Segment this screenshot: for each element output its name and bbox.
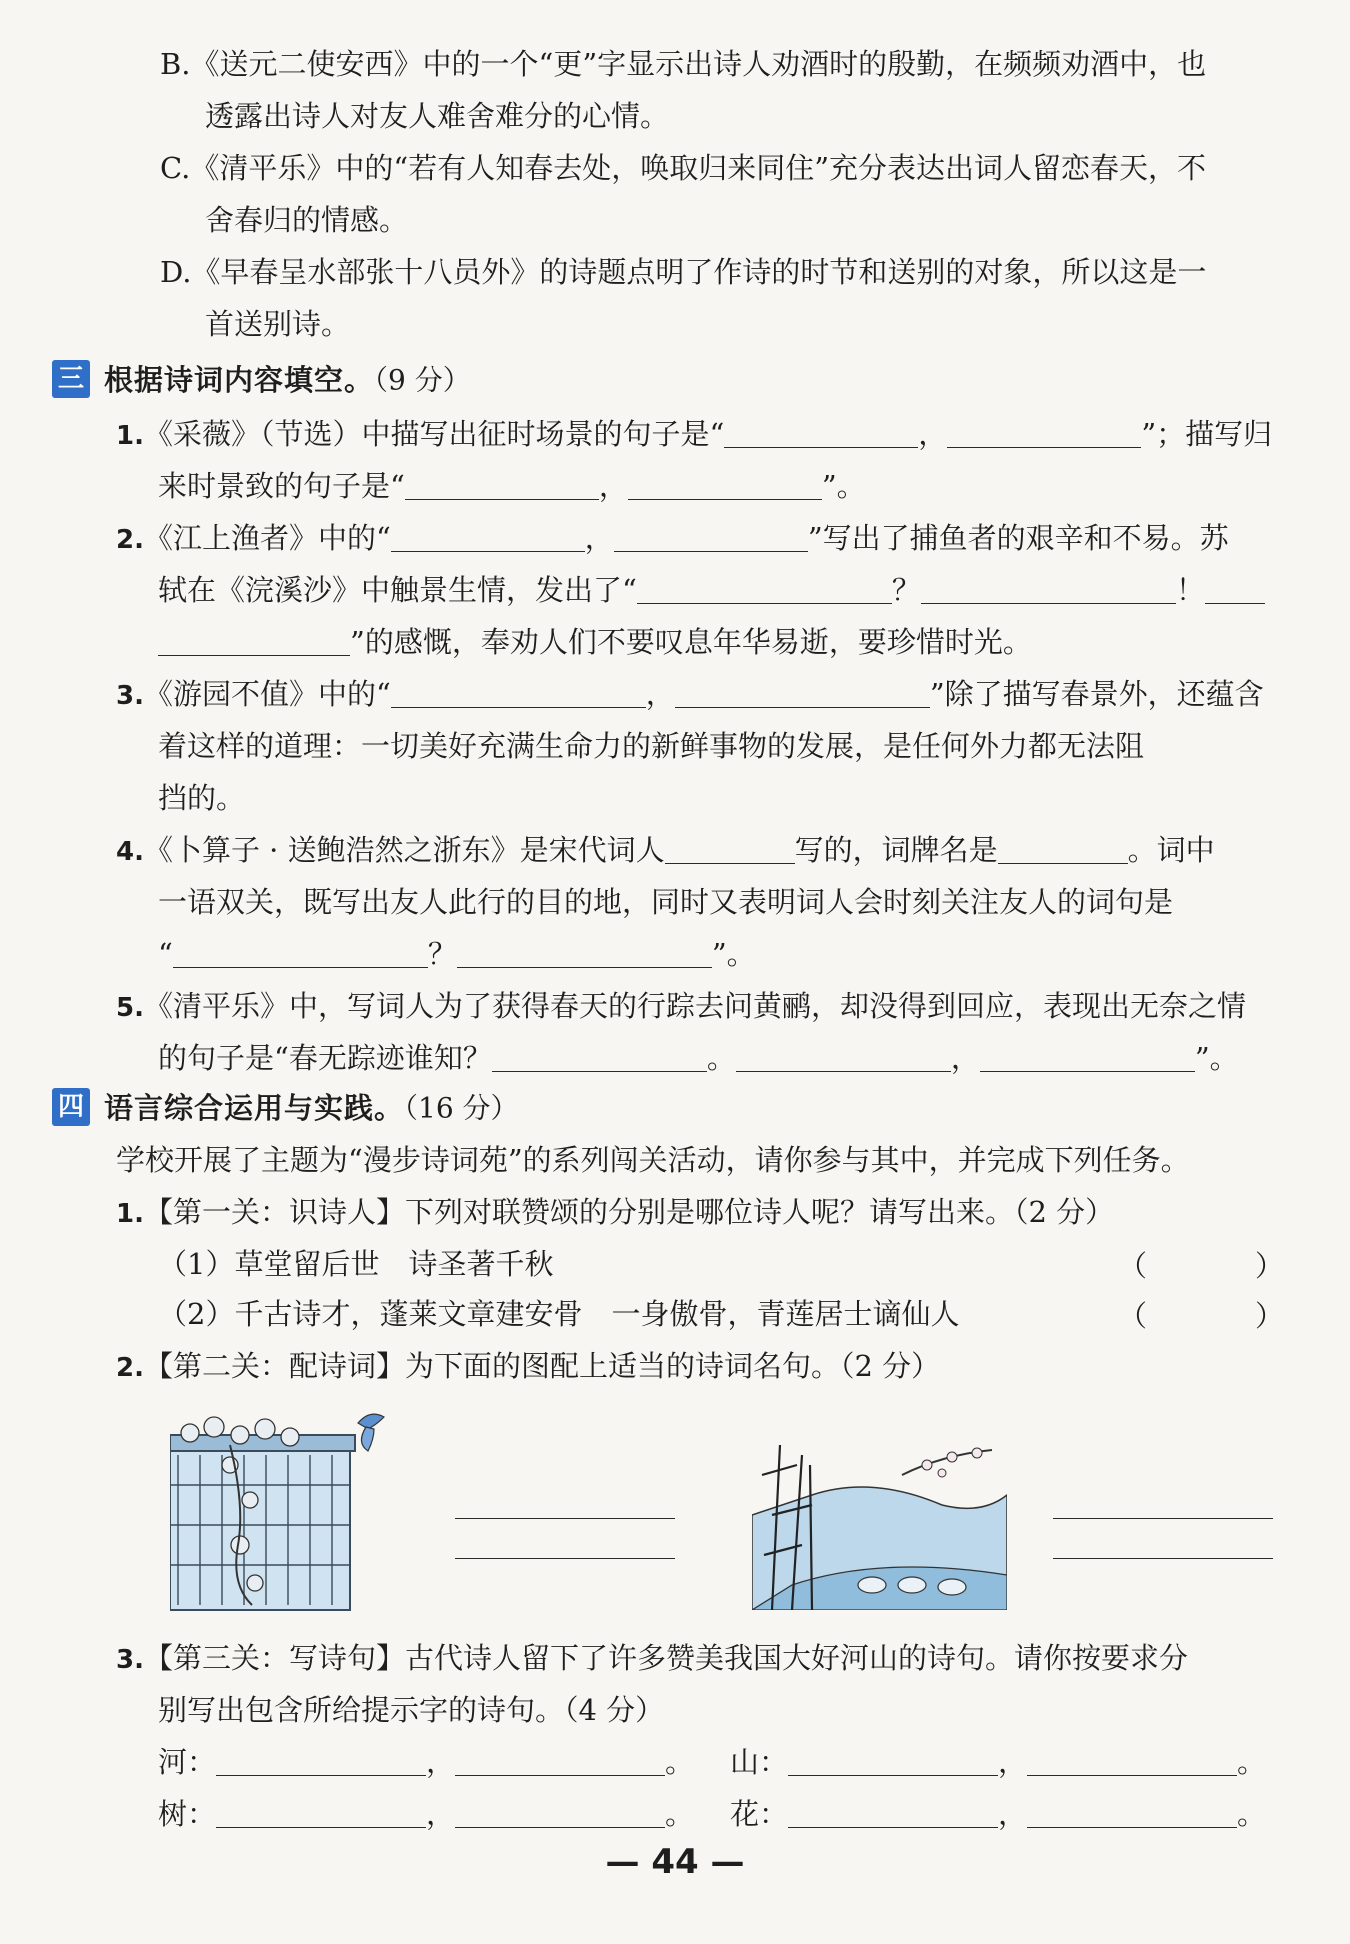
- comma: ，: [426, 1797, 456, 1831]
- answer-blank[interactable]: [788, 1797, 998, 1828]
- s3-q3-text-b: ”除了描写春景外，还蕴含: [929, 677, 1264, 711]
- s3-q1-comma: ，: [598, 469, 628, 503]
- s4-q1-item2-paren-close: ）: [1255, 1299, 1285, 1333]
- answer-blank[interactable]: [628, 469, 822, 500]
- s4-q1-text: 【第一关：识诗人】下列对联赞颂的分别是哪位诗人呢？请写出来。（2 分）: [143, 1195, 1115, 1229]
- s3-q4-line2: 一语双关，既写出友人此行的目的地，同时又表明词人会时刻关注友人的词句是: [158, 885, 1174, 919]
- s3-q2-exclamation: ！: [1175, 573, 1205, 607]
- answer-blank[interactable]: [216, 1797, 426, 1828]
- s3-q4-question-mark: ？: [427, 937, 457, 971]
- s3-q3-text-a: 《游园不值》中的“: [143, 677, 391, 711]
- s3-q5-end: ”。: [1194, 1041, 1239, 1075]
- s3-q2-text-c: 轼在《浣溪沙》中触景生情，发出了“: [158, 573, 637, 607]
- option-d-line2: 首送别诗。: [205, 307, 351, 341]
- s3-q3-line2: 着这样的道理：一切美好充满生命力的新鲜事物的发展，是任何外力都无法阻: [158, 729, 1145, 763]
- s4-q1-number: 1.: [116, 1199, 144, 1229]
- s4-q3-number: 3.: [116, 1645, 144, 1675]
- option-b-line2: 透露出诗人对友人难舍难分的心情。: [205, 99, 670, 133]
- s3-q2-line2: [158, 570, 1265, 610]
- s3-q1-number: 1.: [116, 421, 144, 451]
- s3-q4-line3: [158, 934, 756, 974]
- s3-q4-line1: [116, 830, 1215, 872]
- answer-blank[interactable]: [216, 1745, 426, 1776]
- period: 。: [665, 1797, 695, 1831]
- s3-q2-text-b: ”写出了捕鱼者的艰辛和不易。苏: [807, 521, 1229, 555]
- s3-q1-comma: ，: [918, 417, 948, 451]
- s3-q5-text-a: 《清平乐》中，写词人为了获得春天的行踪去问黄鹂，却没得到回应，表现出无奈之情: [143, 989, 1246, 1023]
- section-3-badge: 三: [52, 360, 90, 398]
- s3-q5-text-b: 的句子是“春无踪迹谁知？: [158, 1041, 492, 1075]
- answer-blank[interactable]: [1027, 1797, 1237, 1828]
- answer-blank[interactable]: [1205, 573, 1265, 604]
- s3-q5-line2: [158, 1038, 1239, 1078]
- s3-q4-text-b: 写的，词牌名是: [794, 833, 998, 867]
- s4-q1-item1: （1）草堂留后世 诗圣著千秋: [158, 1247, 554, 1281]
- answer-blank[interactable]: [1053, 1488, 1273, 1519]
- s3-q2-number: 2.: [116, 525, 144, 555]
- answer-blank[interactable]: [724, 417, 918, 448]
- section-4-points: （16 分）: [404, 1091, 519, 1125]
- s4-q1-line: [116, 1192, 1114, 1234]
- s3-q2-text-a: 《江上渔者》中的“: [143, 521, 391, 555]
- s3-q4-text-a: 《卜算子 · 送鲍浩然之浙东》是宋代词人: [143, 833, 665, 867]
- period: 。: [1237, 1745, 1267, 1779]
- s4-q1-item1-paren-close: ）: [1255, 1249, 1285, 1283]
- section-3-heading: [52, 358, 471, 400]
- s3-q4-number: 4.: [116, 837, 144, 867]
- answer-blank[interactable]: [492, 1041, 707, 1072]
- answer-blank[interactable]: [788, 1745, 998, 1776]
- comma: ，: [998, 1797, 1028, 1831]
- period: 。: [1237, 1797, 1267, 1831]
- hint-shan: 山：: [730, 1745, 789, 1779]
- s4-q2-number: 2.: [116, 1353, 144, 1383]
- s3-q1-text-c: 来时景致的句子是“: [158, 469, 405, 503]
- s3-q3-comma: ，: [645, 677, 675, 711]
- s4-q1-item2-paren-open: （: [1118, 1299, 1148, 1333]
- s3-q4-end: ”。: [711, 937, 756, 971]
- section-4-heading: [52, 1086, 519, 1128]
- answer-blank[interactable]: [980, 1041, 1195, 1072]
- s4-q3-hua-row: [730, 1794, 1266, 1834]
- s3-q3-number: 3.: [116, 681, 144, 711]
- s4-q3-line1: [116, 1638, 1188, 1680]
- answer-blank[interactable]: [736, 1041, 951, 1072]
- option-b-line1: B.《送元二使安西》中的一个“更”字显示出诗人劝酒时的殷勤，在频频劝酒中，也: [160, 47, 1207, 81]
- answer-blank[interactable]: [1027, 1745, 1237, 1776]
- hint-shu: 树：: [158, 1797, 217, 1831]
- s3-q2-question-mark: ？: [891, 573, 921, 607]
- section-3-points: （9 分）: [374, 363, 471, 397]
- s3-q4-open-quote: “: [158, 937, 173, 971]
- answer-blank[interactable]: [455, 1745, 665, 1776]
- section-4-intro: 学校开展了主题为“漫步诗词苑”的系列闯关活动，请你参与其中，并完成下列任务。: [116, 1143, 1190, 1177]
- wall-flowers-illustration: [170, 1405, 400, 1615]
- comma: ，: [426, 1745, 456, 1779]
- period: 。: [665, 1745, 695, 1779]
- section-3-title: 根据诗词内容填空。: [104, 363, 375, 397]
- s3-q1-text-b: ”；描写归: [1141, 417, 1273, 451]
- s3-q5-number: 5.: [116, 993, 144, 1023]
- s4-q2-text: 【第二关：配诗词】为下面的图配上适当的诗词名句。（2 分）: [143, 1349, 941, 1383]
- answer-blank[interactable]: [455, 1488, 675, 1519]
- s3-q4-text-c: 。词中: [1127, 833, 1215, 867]
- answer-blank[interactable]: [173, 937, 428, 968]
- answer-blank[interactable]: [405, 469, 599, 500]
- s3-q1-line1: [116, 414, 1272, 456]
- answer-blank[interactable]: [998, 833, 1128, 864]
- option-d-line1: D.《早春呈水部张十八员外》的诗题点明了作诗的时节和送别的对象，所以这是一: [160, 255, 1207, 289]
- s3-q2-text-d: ”的感慨，奉劝人们不要叹息年华易逝，要珍惜时光。: [350, 625, 1032, 659]
- s3-q1-line2: [158, 466, 866, 506]
- answer-blank[interactable]: [158, 625, 350, 656]
- option-c-line2: 舍春归的情感。: [205, 203, 409, 237]
- s4-q2-line: [116, 1346, 940, 1388]
- answer-blank[interactable]: [637, 573, 892, 604]
- s4-q3-shu-row: [158, 1794, 694, 1834]
- s3-q3-line1: [116, 674, 1264, 716]
- s4-q1-item1-paren-open: （: [1118, 1249, 1148, 1283]
- s3-q3-line3: 挡的。: [158, 781, 246, 815]
- bamboo-ducks-illustration: [752, 1435, 1007, 1610]
- answer-blank[interactable]: [457, 937, 712, 968]
- hint-he: 河：: [158, 1745, 217, 1779]
- answer-blank[interactable]: [455, 1797, 665, 1828]
- s3-q2-line1: [116, 518, 1229, 560]
- s4-q1-item2: （2）千古诗才，蓬莱文章建安骨 一身傲骨，青莲居士谪仙人: [158, 1297, 960, 1331]
- section-4-badge: 四: [52, 1088, 90, 1126]
- answer-blank[interactable]: [614, 521, 808, 552]
- answer-blank[interactable]: [455, 1528, 675, 1559]
- s3-q5-line1: [116, 986, 1246, 1028]
- s3-q2-line3: [158, 622, 1032, 662]
- s3-q1-end: ”。: [821, 469, 866, 503]
- answer-blank[interactable]: [947, 417, 1141, 448]
- comma: ，: [998, 1745, 1028, 1779]
- s4-q3-text1: 【第三关：写诗句】古代诗人留下了许多赞美我国大好河山的诗句。请你按要求分: [143, 1641, 1188, 1675]
- s4-q3-shan-row: [730, 1742, 1266, 1782]
- answer-blank[interactable]: [391, 521, 585, 552]
- answer-blank[interactable]: [1053, 1528, 1273, 1559]
- s4-q3-line2: 别写出包含所给提示字的诗句。（4 分）: [158, 1693, 665, 1727]
- s3-q1-text-a: 《采薇》（节选）中描写出征时场景的句子是“: [143, 417, 725, 451]
- option-c-line1: C.《清平乐》中的“若有人知春去处，唤取归来同住”充分表达出词人留恋春天，不: [160, 151, 1207, 185]
- page-number: — 44 —: [605, 1842, 745, 1882]
- answer-blank[interactable]: [921, 573, 1176, 604]
- s3-q5-period: 。: [706, 1041, 736, 1075]
- s3-q5-comma: ，: [950, 1041, 980, 1075]
- answer-blank[interactable]: [665, 833, 795, 864]
- answer-blank[interactable]: [675, 677, 930, 708]
- hint-hua: 花：: [730, 1797, 789, 1831]
- answer-blank[interactable]: [391, 677, 646, 708]
- bird-icon: [358, 1414, 384, 1451]
- s4-q3-he-row: [158, 1742, 694, 1782]
- section-4-title: 语言综合运用与实践。: [104, 1091, 405, 1125]
- s3-q2-comma: ，: [584, 521, 614, 555]
